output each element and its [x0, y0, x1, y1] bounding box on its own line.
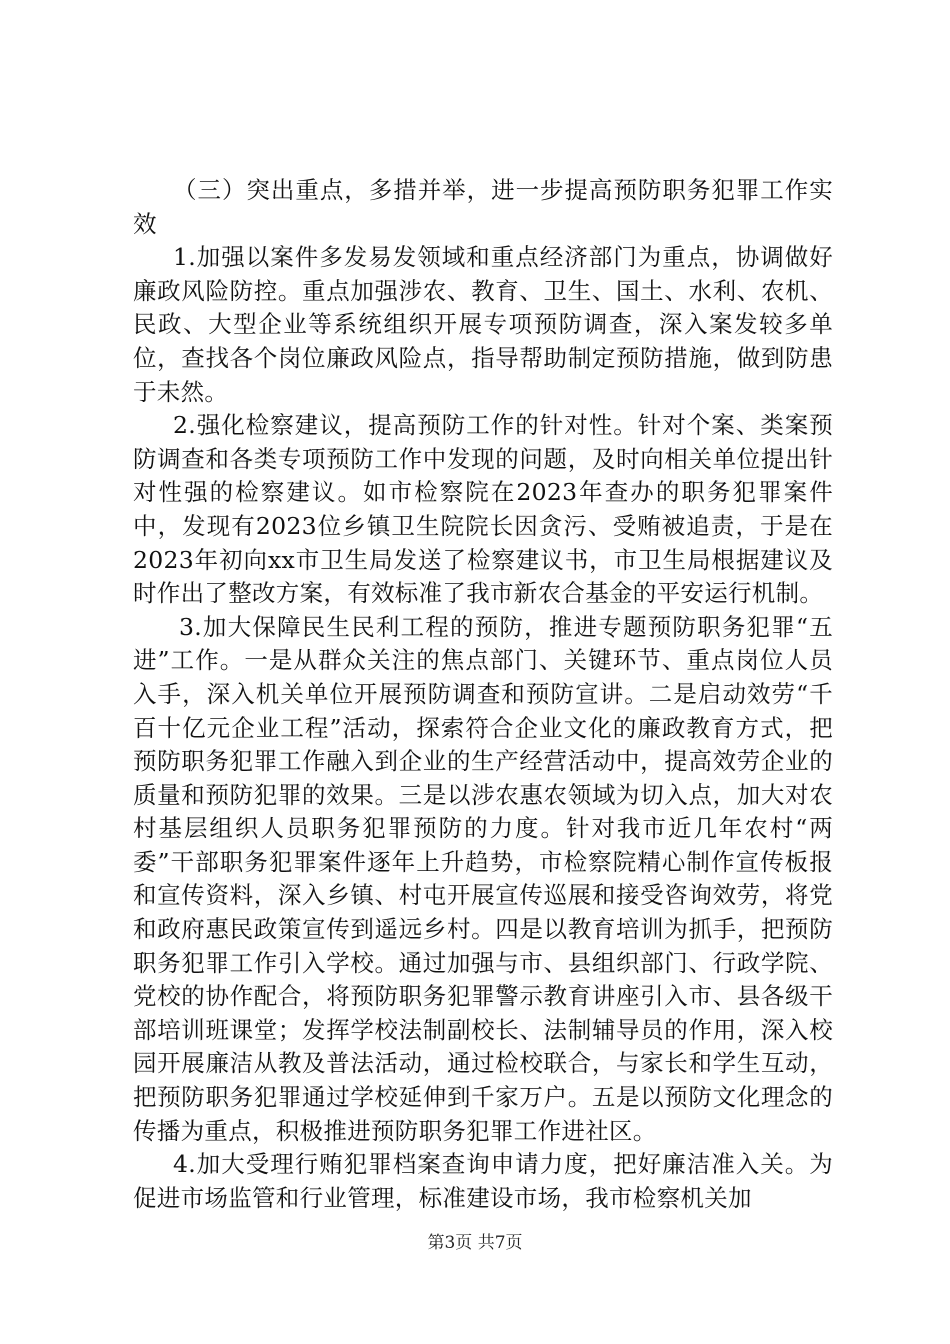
document-body — [133, 174, 833, 1215]
paragraph-2: 2.强化检察建议，提高预防工作的针对性。针对个案、类案预防调查和各类专项预防工作中发现的问题，及时向相关单位提出针对性强的检察建议。如市检察院在2023年查办的职务犯罪案件中，发现有2023位乡镇卫生院院长因贪污、受贿被追责，于是在2023年初向xx市卫生局发送了检察建议书，市卫生局根据建议及时作出了整改方案，有效标准了我市新农合基金的平安运行机制。 — [133, 411, 833, 608]
paragraph-3: 3.加大保障民生民利工程的预防，推进专题预防职务犯罪“五进”工作。一是从群众关注的焦点部门、关键环节、重点岗位人员入手，深入机关单位开展预防调查和预防宣讲。二是启动效劳“千百十亿元企业工程”活动，探索符合企业文化的廉政教育方式，把预防职务犯罪工作融入到企业的生产经营活动中，提高效劳企业的质量和预防犯罪的效果。三是以涉农惠农领域为切入点，加大对农村基层组织人员职务犯罪预防的力度。针对我市近几年农村“两委”干部职务犯罪案件逐年上升趋势，市检察院精心制作宣传板报和宣传资料，深入乡镇、村屯开展宣传巡展和接受咨询效劳，将党和政府惠民政策宣传到遥远乡村。四是以教育培训为抓手，把预防职务犯罪工作引入学校。通过加强与市、县组织部门、行政学院、党校的协作配合，将预防职务犯罪警示教育讲座引入市、县各级干部培训班课堂；发挥学校法制副校长、法制辅导员的作用，深入校园开展廉洁从教及普法活动，通过检校联合，与家长和学生互动，把预防职务犯罪通过学校延伸到千家万户。五是以预防文化理念的传播为重点，积极推进预防职务犯罪工作进社区。 — [133, 612, 833, 1145]
page-footer — [0, 1232, 950, 1254]
paragraph-4: 4.加大受理行贿犯罪档案查询申请力度，把好廉洁准入关。为促进市场监管和行业管理，标准建设市场，我市检察机关加 — [133, 1150, 833, 1212]
section-heading: （三）突出重点，多措并举，进一步提高预防职务犯罪工作实效 — [133, 176, 833, 238]
paragraph-1: 1.加强以案件多发易发领域和重点经济部门为重点，协调做好廉政风险防控。重点加强涉农、教育、卫生、国土、水利、农机、民政、大型企业等系统组织开展专项预防调查，深入案发较多单位，查找各个岗位廉政风险点，指导帮助制定预防措施，做到防患于未然。 — [133, 243, 833, 406]
page-number-label: 第3页 共7页 — [427, 1233, 523, 1253]
